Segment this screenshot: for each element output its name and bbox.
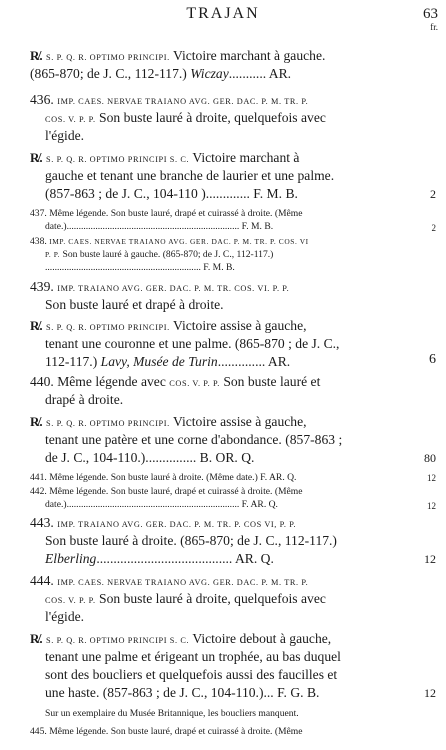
legend-text: S. P. Q. R. OPTIMO PRINCIPI. bbox=[46, 323, 170, 332]
entry-line bbox=[45, 591, 326, 607]
description-text: Son buste lauré à droite, quelquefois avec bbox=[99, 591, 326, 606]
legend-text: S. P. Q. R. OPTIMO PRINCIPI. bbox=[46, 419, 170, 428]
entry-line bbox=[45, 168, 334, 184]
entry-line bbox=[30, 631, 331, 647]
entry-line bbox=[45, 336, 339, 352]
entry-line bbox=[45, 262, 235, 273]
entry-line bbox=[45, 499, 278, 510]
price-column-label: fr. bbox=[430, 22, 438, 32]
entry-number: 438. bbox=[30, 236, 47, 247]
entry-line bbox=[30, 472, 296, 483]
legend-text: S. P. Q. R. OPTIMO PRINCIPI S. C. bbox=[46, 155, 190, 164]
entry-line bbox=[45, 186, 298, 202]
source-text: Wiczay bbox=[190, 66, 229, 81]
description-text: Son buste lauré à droite, quelquefois avec bbox=[99, 110, 326, 125]
legend-text: COS. V. P. P. bbox=[45, 596, 96, 605]
reverse-symbol: R̸. bbox=[30, 631, 43, 646]
entry-line bbox=[45, 128, 84, 144]
entry-line bbox=[30, 374, 320, 390]
entry-line bbox=[30, 414, 307, 430]
price-value: 12 bbox=[427, 501, 436, 511]
page-title: TRAJAN bbox=[186, 5, 260, 22]
entry-line bbox=[45, 221, 273, 232]
entry-line bbox=[45, 450, 254, 466]
entry-note bbox=[45, 708, 299, 719]
entry-number: 436. bbox=[30, 92, 54, 107]
description-text: Victoire marchant à gauche. bbox=[172, 48, 326, 63]
metal-text: ........................................ AR. Q. bbox=[96, 551, 274, 566]
metal-text: ........... AR. bbox=[228, 66, 292, 81]
entry-line bbox=[30, 318, 307, 334]
entry-line bbox=[45, 249, 273, 260]
entry-line bbox=[30, 279, 289, 295]
legend-text: IMP. TRAIANO AVG. GER. DAC. P. M. TR. COS. VI. P. P. bbox=[57, 284, 290, 293]
description-text: 442. Même légende. Son buste lauré, drapé et cuirassé à droite. (Même bbox=[30, 486, 303, 497]
date-text: (857-863 ; de J. C., 104-110 )............. F. M. B. bbox=[45, 186, 298, 201]
entry-line bbox=[45, 667, 337, 683]
entry-number: 440. Même légende avec bbox=[30, 374, 166, 389]
description-text: Son buste lauré et bbox=[223, 374, 321, 389]
entry-line bbox=[45, 551, 274, 567]
entry-line bbox=[30, 66, 291, 82]
description-text: 441. Même légende. Son buste lauré à droite. (Même date.) F. AR. Q. bbox=[30, 472, 297, 483]
price-value: 2 bbox=[430, 187, 436, 201]
reverse-symbol: R̸. bbox=[30, 318, 43, 333]
description-text: Victoire assise à gauche, bbox=[172, 318, 307, 333]
legend-text: S. P. Q. R. OPTIMO PRINCIPI S. C. bbox=[46, 636, 190, 645]
description-text: 437. Même légende. Son buste lauré, drapé et cuirassé à droite. (Même bbox=[30, 208, 303, 219]
entry-line bbox=[30, 150, 299, 166]
entry-line bbox=[30, 208, 303, 219]
note-text: Sur un exemplaire du Musée Britannique, les boucliers manquent. bbox=[45, 708, 299, 719]
source-text: Elberling bbox=[45, 551, 97, 566]
reverse-symbol: R̸. bbox=[30, 414, 43, 429]
entry-line bbox=[30, 486, 303, 497]
price-value: 12 bbox=[424, 686, 436, 700]
reverse-symbol: R̸. bbox=[30, 48, 43, 63]
description-text: sont des boucliers et quelquefois aussi des faucilles et bbox=[45, 667, 338, 682]
description-text: tenant une palme et érigeant un trophée, au bas duquel bbox=[45, 649, 341, 664]
reverse-symbol: R̸. bbox=[30, 150, 43, 165]
entry-number: 439. bbox=[30, 279, 54, 294]
description-text: Son buste lauré à droite. (865-870; de J. C., 112-117.) bbox=[45, 533, 337, 548]
description-text: l'égide. bbox=[45, 128, 85, 143]
entry-line bbox=[45, 392, 123, 408]
date-text: une haste. (857-863 ; de J. C., 104-110.)... F. G. B. bbox=[45, 685, 320, 700]
entry-line bbox=[30, 48, 325, 64]
price-value: 6 bbox=[429, 352, 436, 367]
description-text: 445. Même légende. Son buste lauré, drapé et cuirassé à droite. (Même bbox=[30, 726, 303, 737]
entry-line bbox=[30, 515, 296, 531]
date-text: 112-117.) bbox=[45, 354, 98, 369]
date-text: de J. C., 104-110.)............... B. OR. Q. bbox=[45, 450, 255, 465]
entry-line bbox=[30, 573, 308, 589]
legend-text: IMP. CAES. NERVAE TRAIANO AVG. GER. DAC. P. M. TR. P. COS. VI bbox=[49, 237, 309, 246]
legend-text: IMP. CAES. NERVAE TRAIANO AVG. GER. DAC. P. M. TR. P. bbox=[57, 97, 309, 106]
description-text: Victoire debout à gauche, bbox=[192, 631, 332, 646]
description-text: tenant une patère et une corne d'abondance. (857-863 ; bbox=[45, 432, 343, 447]
entry-line bbox=[45, 354, 290, 370]
price-value: 12 bbox=[427, 473, 436, 483]
price-value: 80 bbox=[424, 451, 436, 465]
entry-line bbox=[45, 297, 224, 313]
entry-number: 444. bbox=[30, 573, 54, 588]
description-text: Son buste lauré et drapé à droite. bbox=[45, 297, 224, 312]
description-text: Victoire assise à gauche, bbox=[172, 414, 307, 429]
entry-line bbox=[45, 685, 319, 701]
date-text: date.)........................................................................ F. M. B. bbox=[45, 221, 274, 232]
entry-line bbox=[45, 533, 337, 549]
legend-text: COS. V. P. P. bbox=[169, 379, 220, 388]
description-text: drapé à droite. bbox=[45, 392, 124, 407]
metal-text: ................................................................. F. M. B. bbox=[45, 262, 235, 273]
date-text: (865-870; de J. C., 112-117.) bbox=[30, 66, 187, 81]
entry-line bbox=[45, 649, 341, 665]
entry-line bbox=[45, 110, 326, 126]
description-text: Son buste lauré à gauche. (865-870; de J. C., 112-117.) bbox=[62, 249, 274, 260]
source-text: Lavy, Musée de Turin bbox=[100, 354, 218, 369]
entry-number: 443. bbox=[30, 515, 54, 530]
date-text: date.)........................................................................ F. AR. Q. bbox=[45, 499, 278, 510]
price-value: 2 bbox=[431, 223, 436, 233]
description-text: l'égide. bbox=[45, 609, 85, 624]
description-text: Victoire marchant à bbox=[192, 150, 300, 165]
description-text: tenant une couronne et une palme. (865-870 ; de J. C., bbox=[45, 336, 340, 351]
entry-line bbox=[30, 92, 308, 108]
entry-line bbox=[45, 609, 84, 625]
legend-text: S. P. Q. R. OPTIMO PRINCIPI. bbox=[46, 53, 170, 62]
legend-text: IMP. TRAIANO AVG. GER. DAC. P. M. TR. P. COS VI, P. P. bbox=[57, 520, 297, 529]
legend-text: COS. V. P. P. bbox=[45, 115, 96, 124]
price-value: 12 bbox=[424, 552, 436, 566]
entry-line bbox=[30, 236, 309, 247]
entry-line bbox=[45, 432, 342, 448]
legend-text: IMP. CAES. NERVAE TRAIANO AVG. GER. DAC. P. M. TR. P. bbox=[57, 578, 309, 587]
entry-line bbox=[30, 726, 303, 737]
metal-text: .............. AR. bbox=[217, 354, 291, 369]
legend-text: P. P. bbox=[45, 250, 61, 259]
page-number: 63 bbox=[423, 6, 438, 22]
description-text: gauche et tenant une branche de laurier et une palme. bbox=[45, 168, 335, 183]
